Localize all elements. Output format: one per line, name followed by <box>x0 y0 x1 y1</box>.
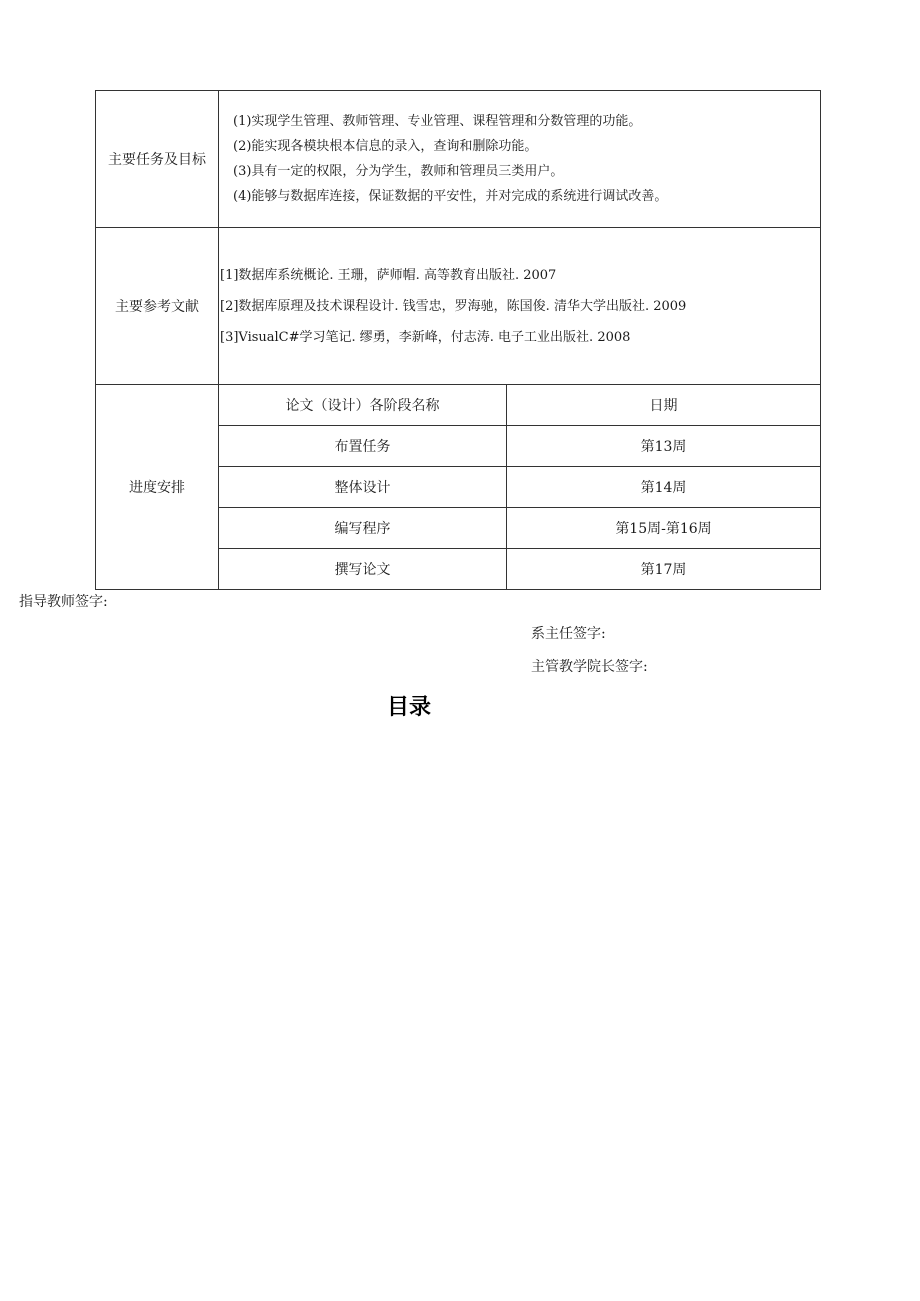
advisor-signature-label: 指导教师签字: <box>19 594 108 610</box>
table-row <box>219 508 820 549</box>
task-item: (3)具有一定的权限，分为学生，教师和管理员三类用户。 <box>233 164 564 179</box>
task-sheet-table <box>95 90 821 590</box>
schedule-stage: 整体设计 <box>219 467 507 508</box>
toc-title: 目录 <box>387 695 432 720</box>
task-item: (1)实现学生管理、教师管理、专业管理、课程管理和分数管理的功能。 <box>233 114 642 129</box>
schedule-stage: 布置任务 <box>219 426 507 467</box>
tasks-row <box>96 91 821 228</box>
schedule-header-row <box>219 385 820 426</box>
dept-head-signature-label: 系主任签字: <box>531 626 606 642</box>
tasks-content <box>219 91 821 228</box>
schedule-header-date: 日期 <box>507 385 821 426</box>
schedule-stage: 编写程序 <box>219 508 507 549</box>
table-row <box>219 467 820 508</box>
table-row <box>219 426 820 467</box>
schedule-header-stage: 论文（设计）各阶段名称 <box>219 385 507 426</box>
task-item: (2)能实现各模块根本信息的录入，查询和删除功能。 <box>233 139 538 154</box>
reference-item: [2]数据库原理及技术课程设计. 钱雪忠，罗海驰，陈国俊. 清华大学出版社. 2009 <box>220 298 687 314</box>
schedule-content <box>219 385 821 590</box>
schedule-date: 第14周 <box>507 467 821 508</box>
task-item: (4)能够与数据库连接，保证数据的平安性，并对完成的系统进行调试改善。 <box>233 189 668 204</box>
references-label: 主要参考文献 <box>96 228 219 385</box>
schedule-date: 第13周 <box>507 426 821 467</box>
references-row <box>96 228 821 385</box>
schedule-table <box>219 385 820 589</box>
references-content <box>219 228 821 385</box>
schedule-date: 第17周 <box>640 562 687 578</box>
schedule-date: 第15周-第16周 <box>507 508 821 549</box>
schedule-stage: 撰写论文 <box>219 549 507 590</box>
reference-item: [3]VisualC#学习笔记. 缪勇，李新峰，付志涛. 电子工业出版社. 2008 <box>220 329 631 345</box>
schedule-row <box>96 385 821 590</box>
dean-signature-label: 主管教学院长签字: <box>531 659 648 675</box>
tasks-label: 主要任务及目标 <box>96 91 219 228</box>
table-row <box>219 549 820 590</box>
reference-item: [1]数据库系统概论. 王珊，萨师帽. 高等教育出版社. 2007 <box>220 267 557 283</box>
schedule-label: 进度安排 <box>96 385 219 590</box>
